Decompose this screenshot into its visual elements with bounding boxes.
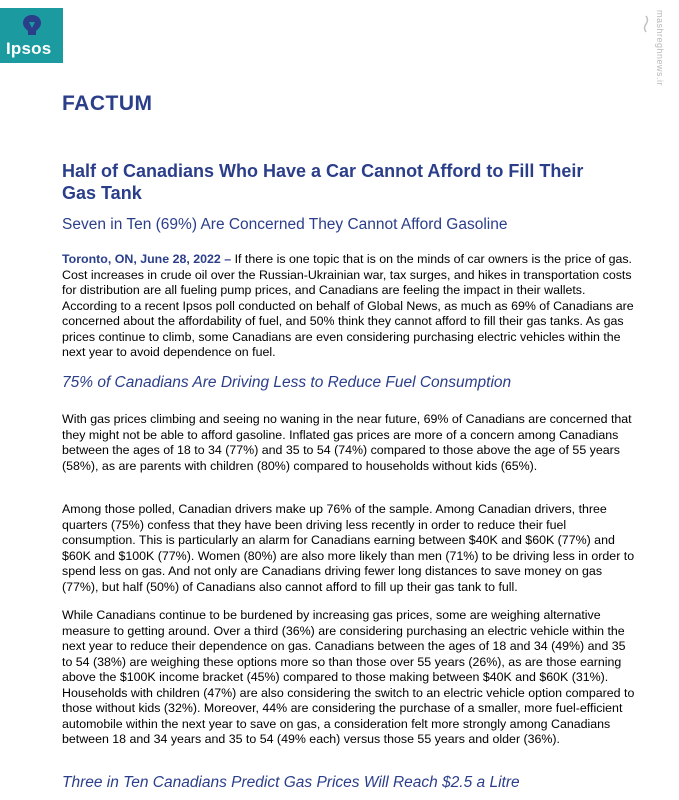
watermark: mashreghnews.ir [655,10,665,87]
intro-text: If there is one topic that is on the minds of car owners is the price of gas. Cost increases in crude oil over the Russian-Ukrainian war, tax surges, and hikes in transportation costs for distribution are all fueling pump prices, and Canadians are feeling the impact in their wallets. According to a recent Ipsos poll conducted on behalf of Global News, as much as 69% of Canadians are concerned about the affordability of fuel, and 50% think they cannot afford to fill their gas tanks. As gas prices continue to climb, some Canadians are even considering purchasing electric vehicles within the next year to avoid dependence on fuel. [62,252,634,359]
page-title: Half of Canadians Who Have a Car Cannot Afford to Fill Their Gas Tank [62,161,584,203]
ipsos-logo [0,8,63,63]
subheadline: Seven in Ten (69%) Are Concerned They Cannot Afford Gasoline [62,216,508,233]
ipsos-bulb-icon [20,13,44,39]
factum-label: FACTUM [62,92,153,115]
paragraph-drivers: Among those polled, Canadian drivers make up 76% of the sample. Among Canadian drivers, three quarters (75%) confess that they have been driving less recently in order to reduce their fuel consumption. This is particularly an alarm for Canadians earning between $40K and $60K (77%) and $60K and $100K (77%). Women (80%) are also more likely than men (71%) to be driving less in order to spend less on gas. And not only are Canadians driving fewer long distances to save money on gas (77%), but half (50%) of Canadians also cannot afford to fill up their gas tank to full. [62,502,635,594]
logo-text: Ipsos [6,39,52,58]
dateline: Toronto, ON, June 28, 2022 – [62,252,232,266]
intro-paragraph [62,252,638,361]
watermark-logo-icon [641,14,651,34]
paragraph-concern: With gas prices climbing and seeing no waning in the near future, 69% of Canadians are concerned that they might not be able to afford gasoline. Inflated gas prices are more of a concern among Canadians between the ages of 18 to 34 (77%) and 35 to 54 (74%) compared to those above the age of 55 years (58%), as are parents with children (80%) compared to households without kids (65%). [62,412,632,473]
section-heading-driving-less: 75% of Canadians Are Driving Less to Reduce Fuel Consumption [62,374,512,391]
paragraph-alternatives: While Canadians continue to be burdened by increasing gas prices, some are weighing alternative measure to getting around. Over a third (36%) are considering purchasing an electric vehicle within the next year to reduce their dependence on gas. Canadians between the ages of 18 and 34 (49%) and 35 to 54 (38%) are weighing these options more so than those over 55 years (26%), as are those earning above the $100K income bracket (45%) compared to those making between $40K and $60K (31%). Households with children (47%) are also considering the switch to an electric vehicle option compared to those without kids (32%). Moreover, 44% are considering the purchase of a smaller, more fuel-efficient automobile within the next year to save on gas, a consideration felt more strongly among Canadians between 18 and 34 years and 35 to 54 (49% each) versus those 55 years and older (36%). [62,608,635,746]
section-heading-gas-prices: Three in Ten Canadians Predict Gas Prices Will Reach $2.5 a Litre [62,774,520,791]
